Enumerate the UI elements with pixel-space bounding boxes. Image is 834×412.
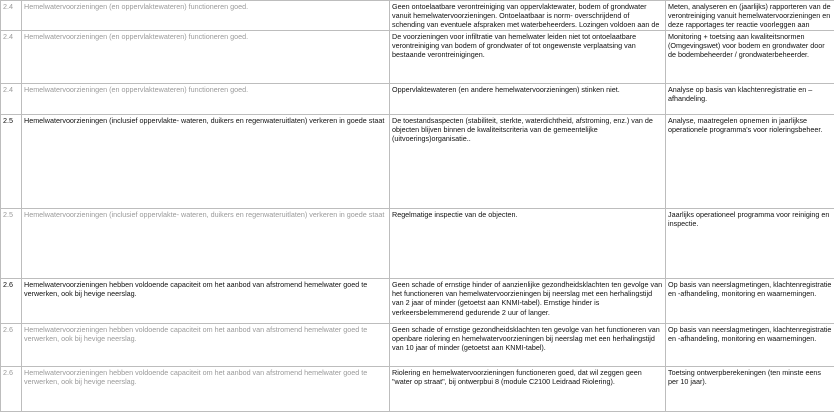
row-criterion: Geen ontoelaatbare verontreiniging van oppervlaktewater, bodem of grondwater vanuit hemelwatervoorzieningen. Ontoelaatbaar is norm- overschrijdend of schending van eventuele afspraken met waterbeheerders. Lozingen voldoen aan de xyxy=(390,1,666,31)
row-description: Hemelwatervoorzieningen hebben voldoende capaciteit om het aanbod van afstromend hemelwater goed te verwerken, ook bij hevige neerslag. xyxy=(22,279,390,324)
row-number: 2.6 xyxy=(1,324,22,367)
row-measure: Analyse op basis van klachtenregistratie en –afhandeling. xyxy=(666,84,834,115)
row-description: Hemelwatervoorzieningen (inclusief oppervlakte- wateren, duikers en regenwateruitlaten) verkeren in goede staat xyxy=(22,209,390,279)
row-measure: Analyse, maatregelen opnemen in jaarlijkse operationele programma's voor rioleringsbeheer. xyxy=(666,115,834,209)
row-measure: Toetsing ontwerpberekeningen (ten minste eens per 10 jaar). xyxy=(666,367,834,412)
row-number: 2.6 xyxy=(1,279,22,324)
row-description: Hemelwatervoorzieningen (en oppervlaktewateren) functioneren goed. xyxy=(22,1,390,31)
row-description: Hemelwatervoorzieningen hebben voldoende capaciteit om het aanbod van afstromend hemelwater goed te verwerken, ook bij hevige neerslag. xyxy=(22,324,390,367)
row-criterion: De voorzieningen voor infiltratie van hemelwater leiden niet tot ontoelaatbare verontreiniging van bodem of grondwater of tot ongewenste verplaatsing van bestaande verontreinigingen. xyxy=(390,31,666,84)
row-criterion: Oppervlaktewateren (en andere hemelwatervoorzieningen) stinken niet. xyxy=(390,84,666,115)
table-row xyxy=(1,31,834,84)
row-number: 2.5 xyxy=(1,115,22,209)
row-description: Hemelwatervoorzieningen (en oppervlaktewateren) functioneren goed. xyxy=(22,84,390,115)
table-row xyxy=(1,367,834,412)
row-number: 2.4 xyxy=(1,31,22,84)
row-measure: Meten, analyseren en (jaarlijks) rapporteren van de verontreiniging vanuit hemelwatervoorzieningen en deze rapportages ter reactie voorleggen aan xyxy=(666,1,834,31)
table-row xyxy=(1,1,834,31)
row-description: Hemelwatervoorzieningen hebben voldoende capaciteit om het aanbod van afstromend hemelwater goed te verwerken, ook bij hevige neerslag. xyxy=(22,367,390,412)
row-description: Hemelwatervoorzieningen (en oppervlaktewateren) functioneren goed. xyxy=(22,31,390,84)
table-row xyxy=(1,84,834,115)
row-number: 2.5 xyxy=(1,209,22,279)
row-criterion: Riolering en hemelwatervoorzieningen functioneren goed, dat wil zeggen geen "water op straat", bij ontwerpbui 8 (module C2100 Leidraad Riolering). xyxy=(390,367,666,412)
table-row xyxy=(1,209,834,279)
row-number: 2.4 xyxy=(1,1,22,31)
table-row xyxy=(1,324,834,367)
table-row xyxy=(1,279,834,324)
row-criterion: Regelmatige inspectie van de objecten. xyxy=(390,209,666,279)
table-row xyxy=(1,115,834,209)
row-number: 2.6 xyxy=(1,367,22,412)
row-number: 2.4 xyxy=(1,84,22,115)
row-criterion: Geen schade of ernstige gezondheidsklachten ten gevolge van het functioneren van openbare riolering en hemelwatervoorzieningen bij neerslag met een herhalingstijd van 10 jaar of minder (getoetst aan KNMI-tabel). xyxy=(390,324,666,367)
row-measure: Jaarlijks operationeel programma voor reiniging en inspectie. xyxy=(666,209,834,279)
row-measure: Monitoring + toetsing aan kwaliteitsnormen (Omgevingswet) voor bodem en grondwater door de bodembeheerder / grondwaterbeheerder. xyxy=(666,31,834,84)
row-measure: Op basis van neerslagmetingen, klachtenregistratie en -afhandeling, monitoring en waarnemingen. xyxy=(666,324,834,367)
row-measure: Op basis van neerslagmetingen, klachtenregistratie en -afhandeling, monitoring en waarnemingen. xyxy=(666,279,834,324)
row-criterion: Geen schade of ernstige hinder of aanzienlijke gezondheidsklachten ten gevolge van het functioneren van hemelwatervoorzieningen bij neerslag met een herhalingstijd van 2 jaar of minder (getoetst aan KNMI-tabel). Ernstige hinder is verkeersbelemmerend gedurende 2 uur of langer. xyxy=(390,279,666,324)
row-description: Hemelwatervoorzieningen (inclusief oppervlakte- wateren, duikers en regenwateruitlaten) verkeren in goede staat xyxy=(22,115,390,209)
row-criterion: De toestandsaspecten (stabiliteit, sterkte, waterdichtheid, afstroming, enz.) van de objecten blijven binnen de kwaliteitscriteria van de gemeentelijke (uitvoerings)organisatie.. xyxy=(390,115,666,209)
